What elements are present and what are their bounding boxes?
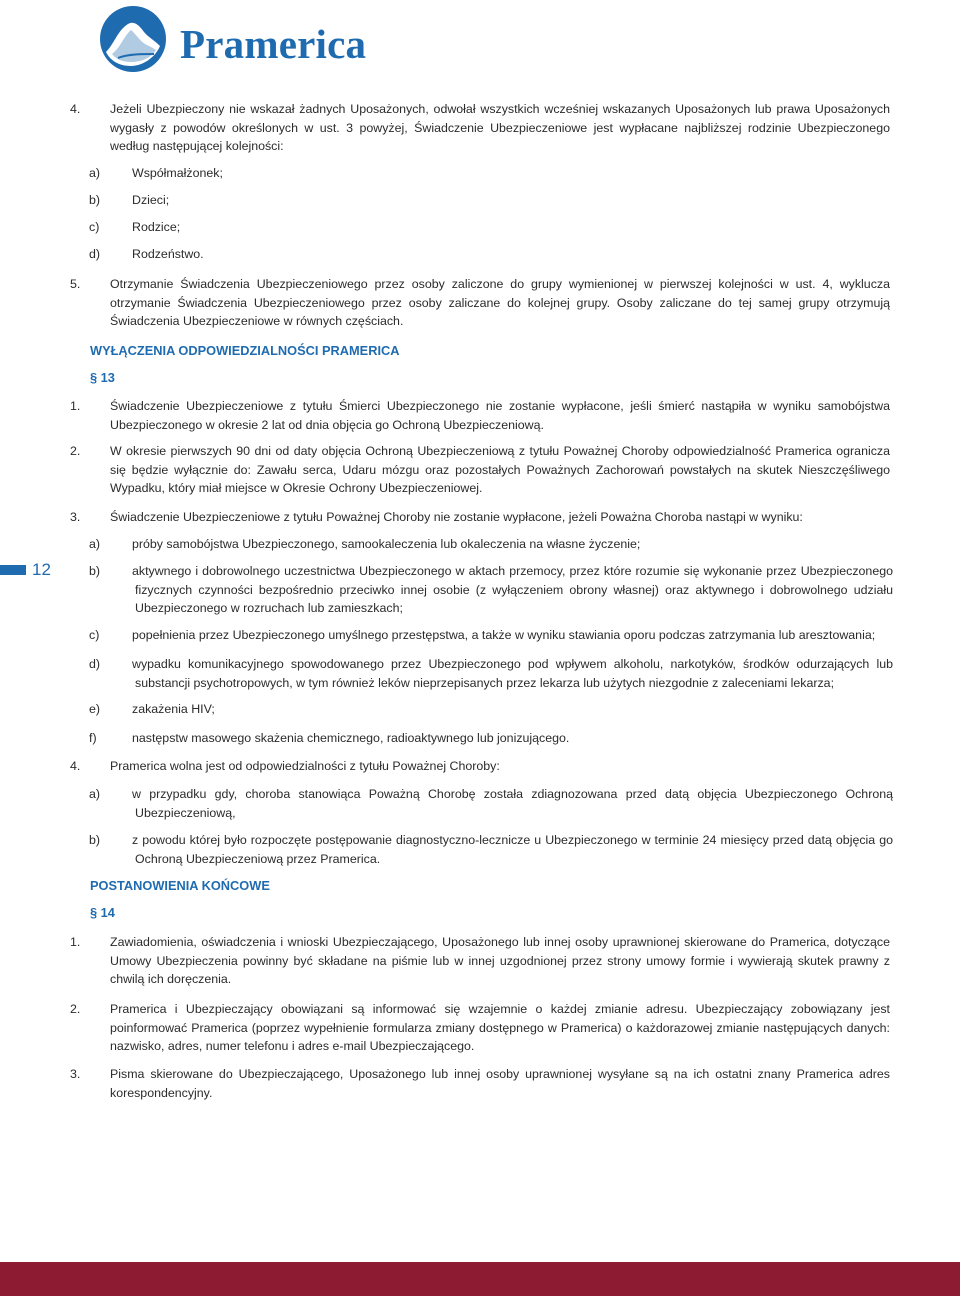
page-number-bar (0, 565, 26, 575)
paragraph-12-4 (70, 100, 890, 156)
paragraph-13-1: 1. Świadczenie Ubezpieczeniowe z tytułu Śmierci Ubezpieczonego nie zostanie wypłacone, jeśli śmierć nastąpiła w wyniku samobójstwa Ubezpieczonego w okresie 2 lat od dnia objęcia go Ochroną Ubezpieczeniową. (70, 399, 890, 432)
pramerica-logo (98, 4, 398, 74)
brand-wordmark: Pramerica (180, 21, 367, 67)
section-heading: WYŁĄCZENIA ODPOWIEDZIALNOŚCI PRAMERICA (90, 343, 400, 358)
paragraph-text: Jeżeli Ubezpieczony nie wskazał żadnych Uposażonych, odwołał wszystkich wcześniej wskazanych Uposażonych lub prawa Uposażonych wygasły z powodów określonych w ust. 3 powyżej, Świadczenie Ubezpieczeniowe jest wypłacane najbliższej rodzinie Ubezpieczonego według następującej kolejności: (110, 102, 890, 153)
paragraph-symbol: § 13 (90, 370, 115, 385)
list-item: a) w przypadku gdy, choroba stanowiąca Poważną Chorobę została zdiagnozowana przed datą objęcia Ubezpieczonego Ochroną Ubezpieczeniową, (89, 787, 893, 820)
section-heading: POSTANOWIENIA KOŃCOWE (90, 878, 270, 893)
paragraph-14-1: 1. Zawiadomienia, oświadczenia i wnioski Ubezpieczającego, Uposażonego lub innej osoby uprawnionej skierowane do Pramerica, dotyczące Umowy Ubezpieczenia powinny być składane na piśmie lub w innej uzgodnionej przez strony umowy formie i wywierają skutek prawny z chwilą ich doręczenia. (70, 935, 890, 986)
list-item: c) popełnienia przez Ubezpieczonego umyślnego przestępstwa, a także w wyniku stawiania oporu podczas zatrzymania lub aresztowania; (89, 628, 876, 642)
paragraph-13-3: 3. Świadczenie Ubezpieczeniowe z tytułu Poważnej Choroby nie zostanie wypłacone, jeżeli Poważna Choroba nastąpi w wyniku: (70, 510, 803, 524)
list-item: c) Rodzice; (89, 220, 181, 234)
list-item: b) Dzieci; (89, 193, 170, 207)
paragraph-12-5: 5. Otrzymanie Świadczenia Ubezpieczeniowego przez osoby zaliczone do grupy wymienionej w pierwszej kolejności w ust. 4, wyklucza otrzymanie Świadczenia Ubezpieczeniowego przez osoby zaliczane do kolejnej grupy. Osoby zaliczane do tej samej grupy otrzymują Świadczenia Ubezpieczeniowe w równych częściach. (70, 277, 890, 328)
list-item: a) Współmałżonek; (89, 166, 223, 180)
list-item: a) próby samobójstwa Ubezpieczonego, samookaleczenia lub okaleczenia na własne życzenie; (89, 537, 641, 551)
rock-of-gibraltar-icon (98, 4, 168, 74)
paragraph-14-3: 3. Pisma skierowane do Ubezpieczającego, Uposażonego lub innej osoby uprawnionej wysyłane są na ich ostatni znany Pramerica adres korespondencyjny. (70, 1067, 890, 1100)
page-number: 12 (32, 560, 51, 579)
list-item: f) następstw masowego skażenia chemicznego, radioaktywnego lub jonizującego. (89, 731, 570, 745)
list-item: d) Rodzeństwo. (89, 247, 204, 261)
paragraph-13-4: 4. Pramerica wolna jest od odpowiedzialności z tytułu Poważnej Choroby: (70, 759, 500, 773)
paragraph-symbol: § 14 (90, 905, 115, 920)
paragraph-14-2: 2. Pramerica i Ubezpieczający obowiązani są informować się wzajemnie o każdej zmianie adresu. Ubezpieczający zobowiązany jest poinformować Pramerica (poprzez wypełnienie formularza zmiany dostępnego w Pramerica) o każdorazowej zmianie następujących danych: nazwisko, adres, numer telefonu i adres e-mail Ubezpieczającego. (70, 1002, 890, 1053)
item-number: 4. (70, 102, 81, 116)
footer-band (0, 1262, 960, 1296)
list-item: b) aktywnego i dobrowolnego uczestnictwa Ubezpieczonego w aktach przemocy, przez które rozumie się wykonanie przez Ubezpieczonego fizycznych czynności bezpośrednio przeciwko innej osobie (z wyłączeniem obrony własnej) oraz aktywnego i dobrowolnego udziału Ubezpieczonego w rozruchach lub zamieszkach; (89, 564, 893, 615)
list-item: d) wypadku komunikacyjnego spowodowanego przez Ubezpieczonego pod wpływem alkoholu, narkotyków, środków odurzających lub substancji psychotropowych, w tym również leków nieprzepisanych przez lekarza lub użytych niezgodnie z zaleceniami lekarza; (89, 657, 893, 690)
paragraph-13-2: 2. W okresie pierwszych 90 dni od daty objęcia Ochroną Ubezpieczeniową z tytułu Poważnej Choroby odpowiedzialność Pramerica ogranicza się będzie wyłącznie do: Zawału serca, Udaru mózgu oraz pozostałych Poważnych Zachorowań powstałych na skutek Nieszczęśliwego Wypadku, który miał miejsce w Okresie Ochrony Ubezpieczeniowej. (70, 444, 890, 495)
list-item: e) zakażenia HIV; (89, 702, 215, 716)
list-item: b) z powodu której było rozpoczęte postępowanie diagnostyczno-lecznicze u Ubezpieczonego w terminie 24 miesięcy przed datą objęcia go Ochroną Ubezpieczeniową przez Pramerica. (89, 833, 893, 866)
